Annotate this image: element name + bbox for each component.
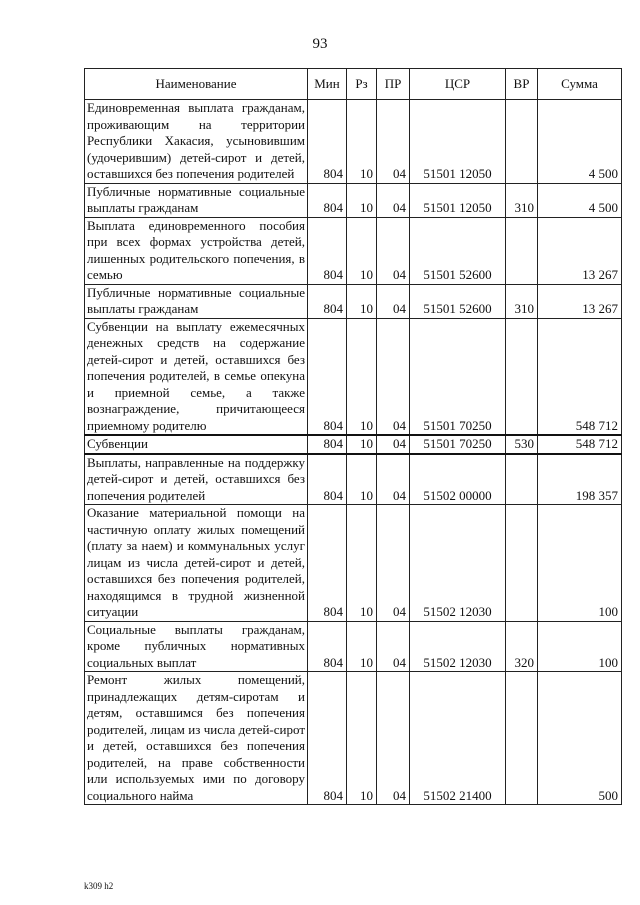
row-min: 804 xyxy=(308,284,347,318)
column-header-rz: Рз xyxy=(347,69,377,100)
row-sum: 548 712 xyxy=(538,435,622,454)
row-min: 804 xyxy=(308,621,347,672)
row-rz: 10 xyxy=(347,672,377,805)
row-min: 804 xyxy=(308,183,347,217)
row-min: 804 xyxy=(308,100,347,184)
row-sum: 100 xyxy=(538,505,622,622)
row-pr: 04 xyxy=(377,217,410,284)
row-pr: 04 xyxy=(377,284,410,318)
row-vr xyxy=(506,318,538,435)
row-sum: 100 xyxy=(538,621,622,672)
row-vr: 310 xyxy=(506,284,538,318)
column-header-csr: ЦСР xyxy=(410,69,506,100)
row-min: 804 xyxy=(308,217,347,284)
row-csr: 51501 52600 xyxy=(410,217,506,284)
row-name: Выплата единовременного пособия при всех формах устройства детей, лишенных родительского попечения, в семью xyxy=(85,217,308,284)
row-rz: 10 xyxy=(347,621,377,672)
row-pr: 04 xyxy=(377,183,410,217)
row-vr xyxy=(506,672,538,805)
table-row xyxy=(85,217,622,284)
row-sum: 548 712 xyxy=(538,318,622,435)
row-sum: 4 500 xyxy=(538,183,622,217)
table-row xyxy=(85,284,622,318)
row-min: 804 xyxy=(308,318,347,435)
column-header-sum: Сумма xyxy=(538,69,622,100)
row-pr: 04 xyxy=(377,672,410,805)
row-csr: 51501 70250 xyxy=(410,435,506,454)
column-header-vr: ВР xyxy=(506,69,538,100)
row-rz: 10 xyxy=(347,284,377,318)
column-header-pr: ПР xyxy=(377,69,410,100)
row-vr: 310 xyxy=(506,183,538,217)
page-number: 93 xyxy=(312,36,328,52)
table-row xyxy=(85,672,622,805)
row-pr: 04 xyxy=(377,454,410,505)
table-header-row xyxy=(85,69,622,100)
table-row xyxy=(85,435,622,454)
row-csr: 51502 00000 xyxy=(410,454,506,505)
row-name: Социальные выплаты гражданам, кроме публичных нормативных социальных выплат xyxy=(85,621,308,672)
row-name: Оказание материальной помощи на частичную оплату жилых помещений (плату за наем) и коммунальных услуг лицам из числа детей-сирот и детей, оставшихся без попечения родителей, находящимся в трудной жизненной ситуации xyxy=(85,505,308,622)
row-pr: 04 xyxy=(377,621,410,672)
table-row xyxy=(85,100,622,184)
row-pr: 04 xyxy=(377,505,410,622)
row-vr: 320 xyxy=(506,621,538,672)
table-row xyxy=(85,454,622,505)
table-row xyxy=(85,505,622,622)
column-header-min: Мин xyxy=(308,69,347,100)
row-vr xyxy=(506,217,538,284)
row-sum: 500 xyxy=(538,672,622,805)
row-rz: 10 xyxy=(347,318,377,435)
row-name: Публичные нормативные социальные выплаты гражданам xyxy=(85,284,308,318)
row-sum: 13 267 xyxy=(538,217,622,284)
row-name: Субвенции на выплату ежемесячных денежных средств на содержание детей-сирот и детей, оставшихся без попечения родителей, в семье опекуна и приемной семье, а также вознаграждение, причитающееся приемному родителю xyxy=(85,318,308,435)
row-csr: 51502 21400 xyxy=(410,672,506,805)
row-sum: 4 500 xyxy=(538,100,622,184)
row-sum: 13 267 xyxy=(538,284,622,318)
row-min: 804 xyxy=(308,454,347,505)
row-min: 804 xyxy=(308,505,347,622)
row-vr: 530 xyxy=(506,435,538,454)
row-min: 804 xyxy=(308,435,347,454)
row-pr: 04 xyxy=(377,318,410,435)
row-csr: 51501 12050 xyxy=(410,183,506,217)
row-csr: 51502 12030 xyxy=(410,505,506,622)
row-name: Публичные нормативные социальные выплаты гражданам xyxy=(85,183,308,217)
row-name: Субвенции xyxy=(85,435,308,454)
row-sum: 198 357 xyxy=(538,454,622,505)
row-vr xyxy=(506,505,538,622)
row-csr: 51501 12050 xyxy=(410,100,506,184)
row-vr xyxy=(506,100,538,184)
row-csr: 51501 70250 xyxy=(410,318,506,435)
row-rz: 10 xyxy=(347,435,377,454)
table-row xyxy=(85,183,622,217)
table-row xyxy=(85,621,622,672)
row-csr: 51502 12030 xyxy=(410,621,506,672)
row-vr xyxy=(506,454,538,505)
row-min: 804 xyxy=(308,672,347,805)
row-name: Выплаты, направленные на поддержку детей-сирот и детей, оставшихся без попечения родителей xyxy=(85,454,308,505)
row-rz: 10 xyxy=(347,183,377,217)
row-csr: 51501 52600 xyxy=(410,284,506,318)
row-name: Ремонт жилых помещений, принадлежащих детям-сиротам и детям, оставшимся без попечения родителей, лицам из числа детей-сирот и детей, оставшихся без попечения родителей, на праве собственности или используемых ими по договору социального найма xyxy=(85,672,308,805)
row-pr: 04 xyxy=(377,100,410,184)
row-rz: 10 xyxy=(347,100,377,184)
table-row xyxy=(85,318,622,435)
row-name: Единовременная выплата гражданам, проживающим на территории Республики Хакасия, усыновившим (удочерившим) детей-сирот и детей, оставшихся без попечения родителей xyxy=(85,100,308,184)
budget-table xyxy=(84,68,622,805)
row-pr: 04 xyxy=(377,435,410,454)
row-rz: 10 xyxy=(347,505,377,622)
footer-code: k309 h2 xyxy=(84,881,114,891)
row-rz: 10 xyxy=(347,217,377,284)
row-rz: 10 xyxy=(347,454,377,505)
column-header-name: Наименование xyxy=(85,69,308,100)
